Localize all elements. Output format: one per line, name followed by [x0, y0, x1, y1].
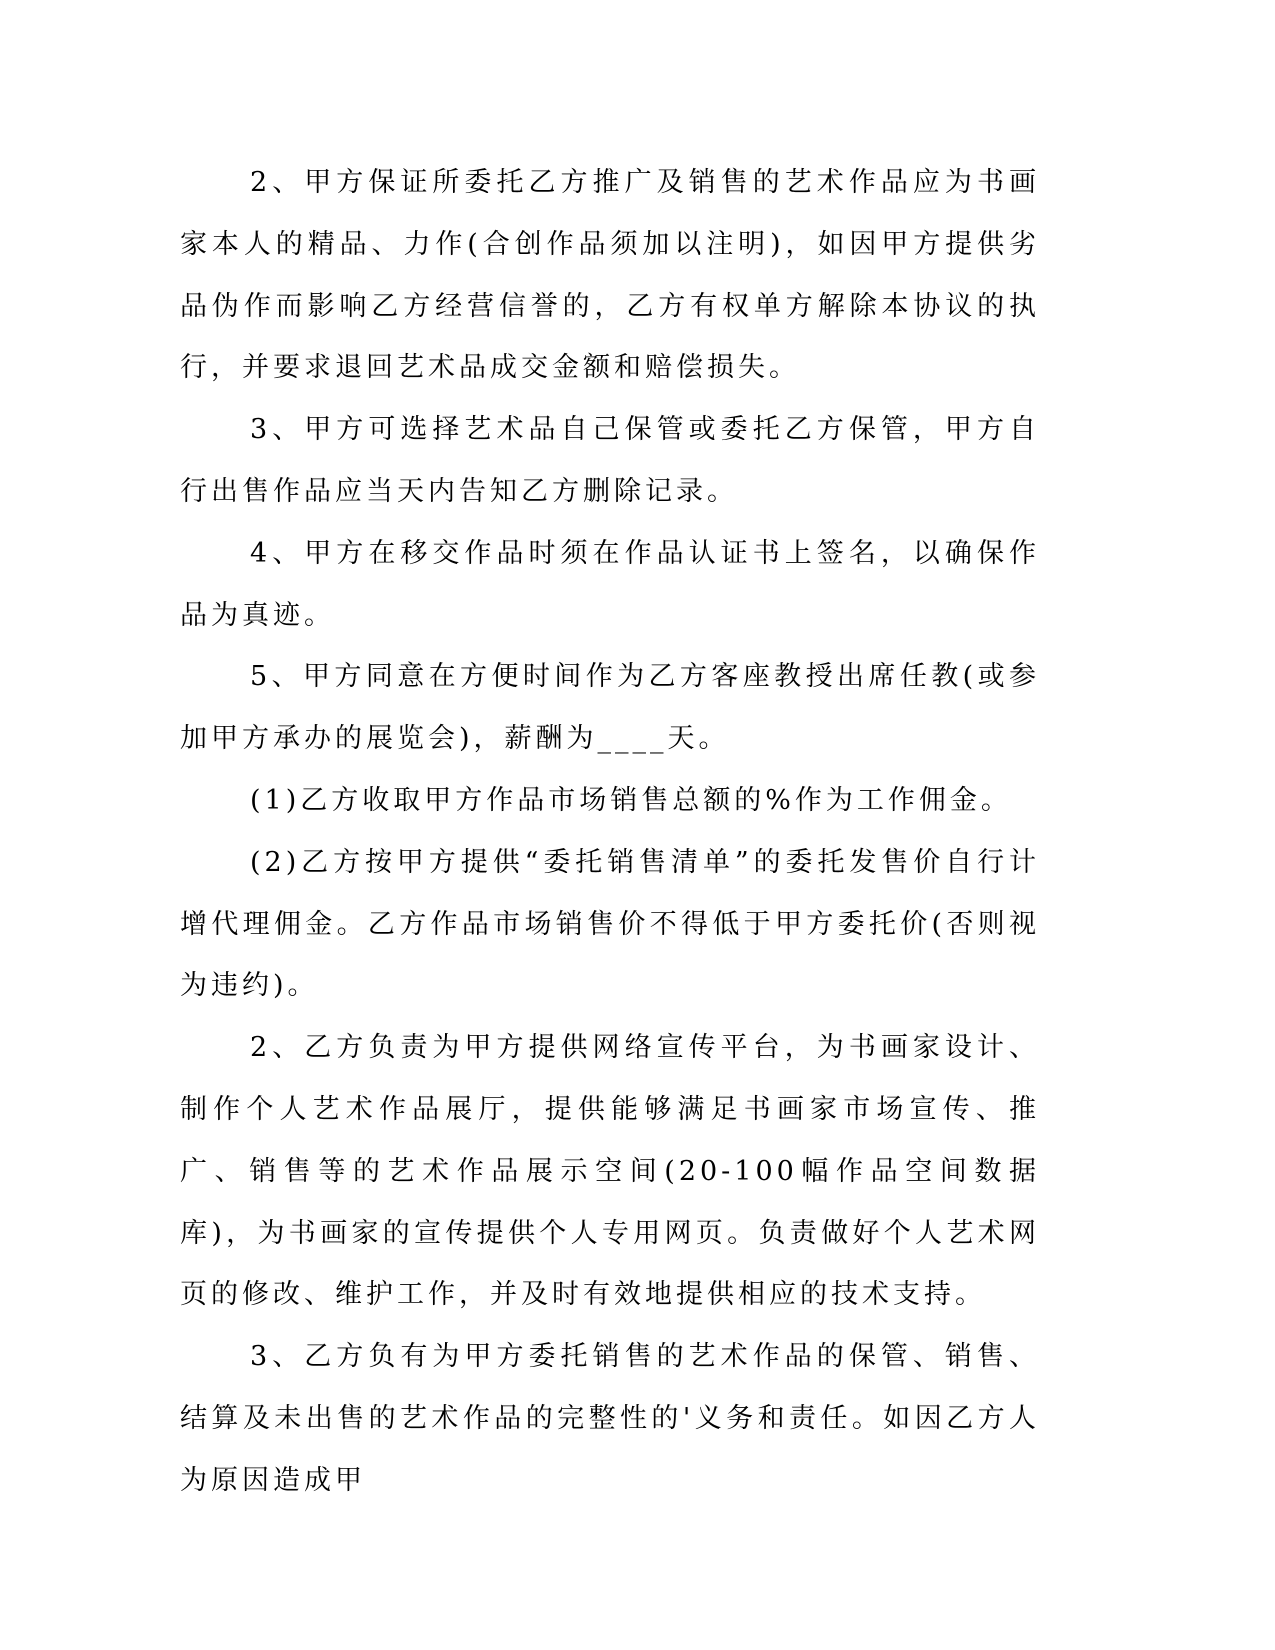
paragraph-clause-4-signature: 4、甲方在移交作品时须在作品认证书上签名，以确保作品为真迹。 — [180, 537, 1040, 631]
paragraph-clause-2-guarantee: 2、甲方保证所委托乙方推广及销售的艺术作品应为书画家本人的精品、力作(合创作品须加以注明)，如因甲方提供劣品伪作而影响乙方经营信誉的，乙方有权单方解除本协议的执行，并要求退回艺术品成交金额和赔偿损失。 — [180, 167, 1040, 384]
paragraph-clause-5-teaching: 5、甲方同意在方便时间作为乙方客座教授出席任教(或参加甲方承办的展览会)，薪酬为____天。 — [180, 661, 1040, 755]
paragraph-subclause-1-commission: (1)乙方收取甲方作品市场销售总额的%作为工作佣金。 — [250, 784, 1012, 816]
paragraph-clause-3-storage: 3、甲方可选择艺术品自己保管或委托乙方保管，甲方自行出售作品应当天内告知乙方删除记录。 — [180, 414, 1040, 507]
paragraph-subclause-2-pricing: (2)乙方按甲方提供“委托销售清单”的委托发售价自行计增代理佣金。乙方作品市场销售价不得低于甲方委托价(否则视为违约)。 — [180, 846, 1040, 1002]
document-body — [180, 152, 1040, 1512]
paragraph-party-b-clause-2-platform: 2、乙方负责为甲方提供网络宣传平台，为书画家设计、制作个人艺术作品展厅，提供能够满足书画家市场宣传、推广、销售等的艺术作品展示空间(20-100幅作品空间数据库)，为书画家的宣传提供个人专用网页。负责做好个人艺术网页的修改、维护工作，并及时有效地提供相应的技术支持。 — [180, 1032, 1040, 1311]
paragraph-party-b-clause-3-custody: 3、乙方负有为甲方委托销售的艺术作品的保管、销售、结算及未出售的艺术作品的完整性的'义务和责任。如因乙方人为原因造成甲 — [180, 1341, 1040, 1496]
